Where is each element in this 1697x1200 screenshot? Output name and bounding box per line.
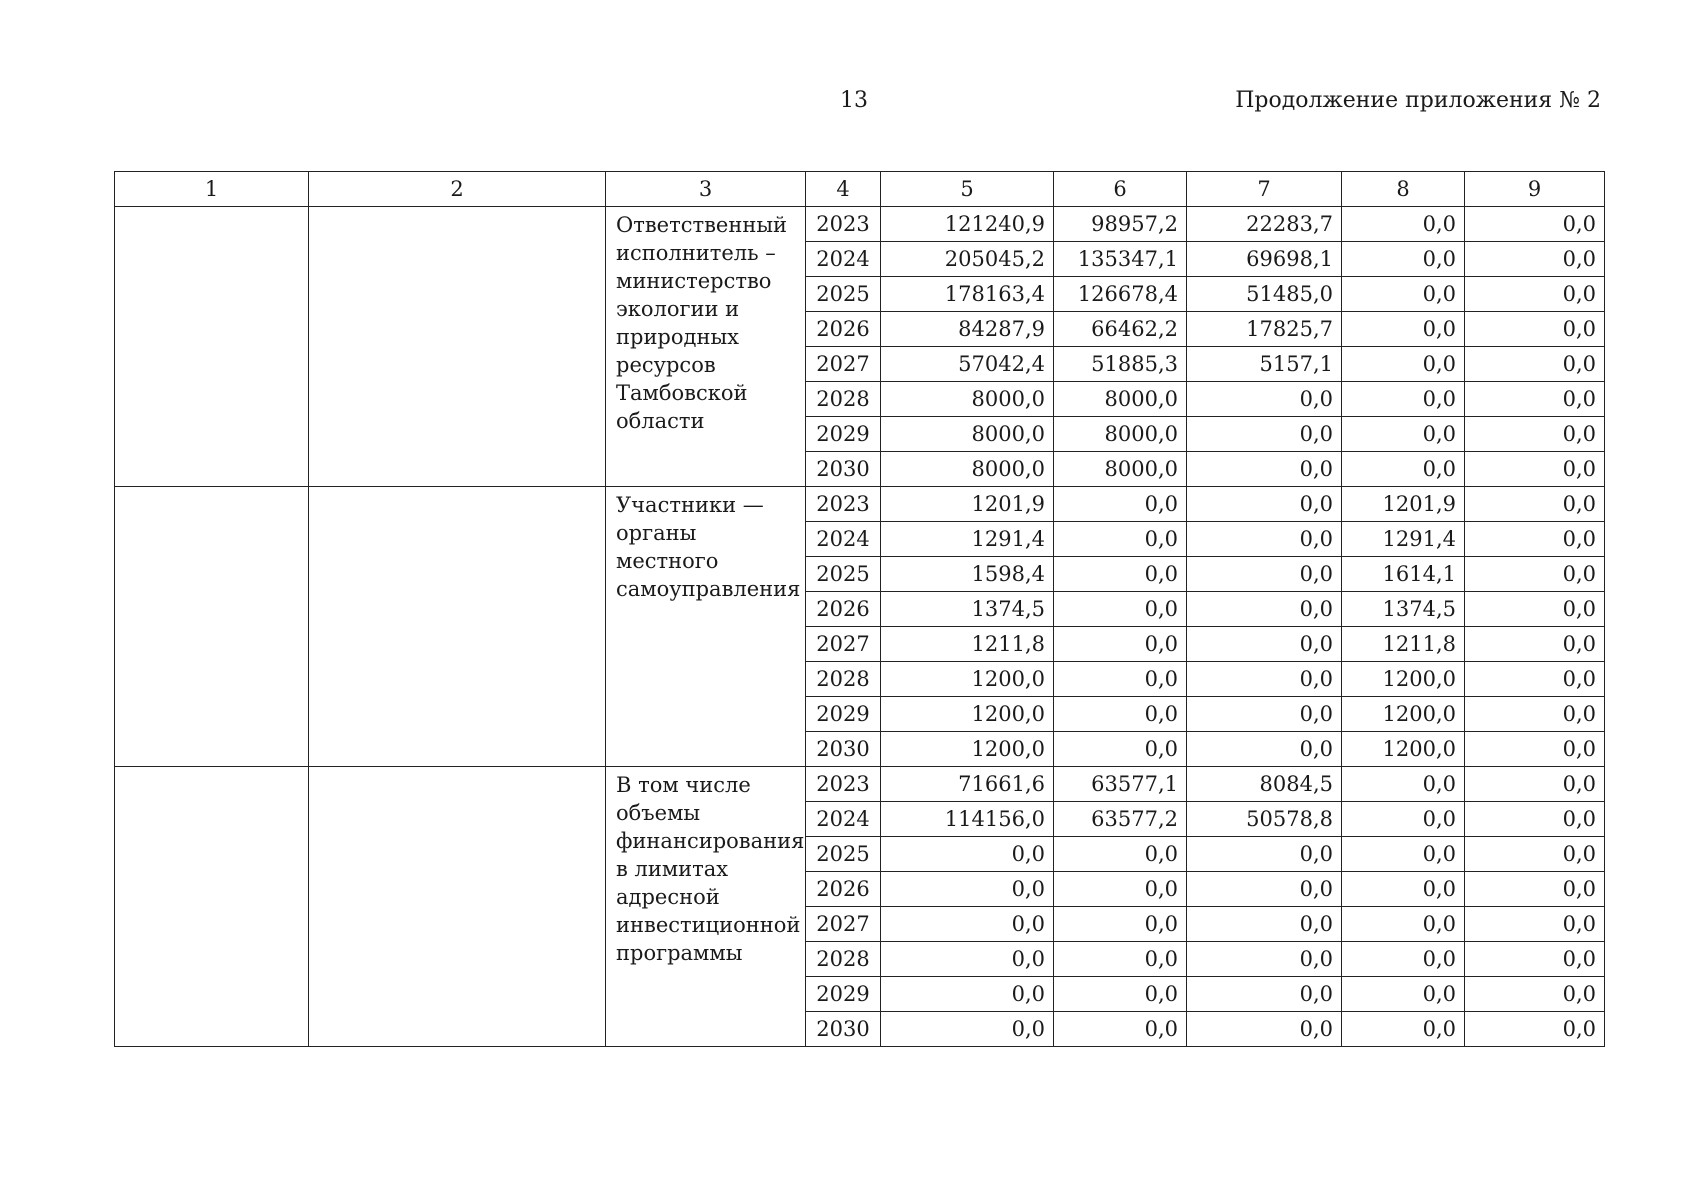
- value-cell: 1201,9: [1342, 487, 1465, 522]
- value-cell: 0,0: [1054, 522, 1187, 557]
- value-cell: 66462,2: [1054, 312, 1187, 347]
- value-cell: 0,0: [1054, 977, 1187, 1012]
- year-cell: 2025: [806, 277, 881, 312]
- blank-cell: [115, 487, 309, 767]
- column-header: 1: [115, 172, 309, 207]
- value-cell: 63577,2: [1054, 802, 1187, 837]
- year-cell: 2028: [806, 942, 881, 977]
- value-cell: 0,0: [1342, 767, 1465, 802]
- value-cell: 69698,1: [1187, 242, 1342, 277]
- value-cell: 114156,0: [881, 802, 1054, 837]
- year-cell: 2023: [806, 207, 881, 242]
- value-cell: 0,0: [881, 977, 1054, 1012]
- value-cell: 0,0: [1465, 207, 1605, 242]
- group-label: В том числе объемы финансирования в лимитах адресной инвестиционной программы: [606, 767, 806, 1047]
- value-cell: 0,0: [1465, 277, 1605, 312]
- value-cell: 1200,0: [881, 662, 1054, 697]
- year-cell: 2029: [806, 697, 881, 732]
- value-cell: 0,0: [1465, 907, 1605, 942]
- value-cell: 0,0: [1187, 627, 1342, 662]
- value-cell: 0,0: [1465, 627, 1605, 662]
- value-cell: 8000,0: [881, 452, 1054, 487]
- year-cell: 2030: [806, 452, 881, 487]
- value-cell: 1201,9: [881, 487, 1054, 522]
- value-cell: 0,0: [1187, 872, 1342, 907]
- value-cell: 0,0: [1342, 207, 1465, 242]
- value-cell: 0,0: [881, 872, 1054, 907]
- value-cell: 51885,3: [1054, 347, 1187, 382]
- column-header: 6: [1054, 172, 1187, 207]
- blank-cell: [309, 767, 606, 1047]
- budget-table: [114, 171, 1605, 1047]
- value-cell: 0,0: [1465, 662, 1605, 697]
- value-cell: 0,0: [1342, 417, 1465, 452]
- value-cell: 22283,7: [1187, 207, 1342, 242]
- year-cell: 2030: [806, 1012, 881, 1047]
- value-cell: 0,0: [1342, 452, 1465, 487]
- value-cell: 1200,0: [1342, 662, 1465, 697]
- year-cell: 2027: [806, 627, 881, 662]
- value-cell: 0,0: [1054, 557, 1187, 592]
- column-header: 4: [806, 172, 881, 207]
- blank-cell: [309, 207, 606, 487]
- value-cell: 0,0: [1465, 592, 1605, 627]
- value-cell: 178163,4: [881, 277, 1054, 312]
- value-cell: 0,0: [1054, 662, 1187, 697]
- appendix-note: Продолжение приложения № 2: [1235, 88, 1601, 113]
- value-cell: 0,0: [1465, 522, 1605, 557]
- value-cell: 8000,0: [1054, 382, 1187, 417]
- value-cell: 0,0: [1342, 872, 1465, 907]
- value-cell: 0,0: [1465, 697, 1605, 732]
- value-cell: 0,0: [1054, 1012, 1187, 1047]
- column-header: 2: [309, 172, 606, 207]
- value-cell: 0,0: [1187, 452, 1342, 487]
- value-cell: 0,0: [1187, 522, 1342, 557]
- value-cell: 17825,7: [1187, 312, 1342, 347]
- value-cell: 0,0: [1465, 872, 1605, 907]
- value-cell: 0,0: [1465, 347, 1605, 382]
- year-cell: 2026: [806, 592, 881, 627]
- value-cell: 0,0: [1054, 837, 1187, 872]
- year-cell: 2027: [806, 347, 881, 382]
- value-cell: 0,0: [1465, 312, 1605, 347]
- value-cell: 0,0: [881, 942, 1054, 977]
- group-label: Ответственный исполнитель – министерство экологии и природных ресурсов Тамбовской области: [606, 207, 806, 487]
- value-cell: 0,0: [1342, 347, 1465, 382]
- value-cell: 0,0: [881, 907, 1054, 942]
- table-body: [115, 207, 1605, 1047]
- value-cell: 0,0: [1465, 942, 1605, 977]
- value-cell: 0,0: [1187, 837, 1342, 872]
- year-cell: 2030: [806, 732, 881, 767]
- value-cell: 98957,2: [1054, 207, 1187, 242]
- value-cell: 8000,0: [881, 382, 1054, 417]
- value-cell: 0,0: [1187, 697, 1342, 732]
- column-number-row: [115, 172, 1605, 207]
- value-cell: 1374,5: [1342, 592, 1465, 627]
- value-cell: 135347,1: [1054, 242, 1187, 277]
- value-cell: 0,0: [1187, 557, 1342, 592]
- value-cell: 0,0: [1465, 417, 1605, 452]
- year-cell: 2024: [806, 242, 881, 277]
- value-cell: 0,0: [1465, 382, 1605, 417]
- blank-cell: [115, 767, 309, 1047]
- value-cell: 121240,9: [881, 207, 1054, 242]
- value-cell: 0,0: [1187, 417, 1342, 452]
- value-cell: 0,0: [1187, 592, 1342, 627]
- year-cell: 2025: [806, 837, 881, 872]
- value-cell: 0,0: [1465, 767, 1605, 802]
- value-cell: 0,0: [1187, 487, 1342, 522]
- value-cell: 0,0: [1465, 977, 1605, 1012]
- value-cell: 0,0: [1054, 907, 1187, 942]
- value-cell: 0,0: [1054, 872, 1187, 907]
- value-cell: 0,0: [1342, 1012, 1465, 1047]
- table-row: [115, 767, 1605, 802]
- blank-cell: [309, 487, 606, 767]
- value-cell: 0,0: [1187, 1012, 1342, 1047]
- value-cell: 63577,1: [1054, 767, 1187, 802]
- column-header: 3: [606, 172, 806, 207]
- value-cell: 0,0: [881, 1012, 1054, 1047]
- value-cell: 8000,0: [1054, 452, 1187, 487]
- value-cell: 1374,5: [881, 592, 1054, 627]
- column-header: 9: [1465, 172, 1605, 207]
- value-cell: 0,0: [1054, 697, 1187, 732]
- value-cell: 0,0: [1187, 732, 1342, 767]
- value-cell: 0,0: [1342, 837, 1465, 872]
- value-cell: 1291,4: [881, 522, 1054, 557]
- value-cell: 0,0: [1187, 382, 1342, 417]
- value-cell: 1614,1: [1342, 557, 1465, 592]
- value-cell: 57042,4: [881, 347, 1054, 382]
- value-cell: 0,0: [1054, 627, 1187, 662]
- year-cell: 2024: [806, 802, 881, 837]
- group-label: Участники — органы местного самоуправления: [606, 487, 806, 767]
- value-cell: 0,0: [1054, 487, 1187, 522]
- value-cell: 0,0: [1342, 242, 1465, 277]
- value-cell: 0,0: [1342, 942, 1465, 977]
- value-cell: 0,0: [1342, 802, 1465, 837]
- value-cell: 1200,0: [881, 732, 1054, 767]
- value-cell: 1291,4: [1342, 522, 1465, 557]
- value-cell: 0,0: [1465, 242, 1605, 277]
- value-cell: 0,0: [1465, 557, 1605, 592]
- value-cell: 0,0: [1342, 382, 1465, 417]
- value-cell: 126678,4: [1054, 277, 1187, 312]
- blank-cell: [115, 207, 309, 487]
- year-cell: 2025: [806, 557, 881, 592]
- table-row: [115, 487, 1605, 522]
- value-cell: 50578,8: [1187, 802, 1342, 837]
- value-cell: 8084,5: [1187, 767, 1342, 802]
- value-cell: 0,0: [1342, 907, 1465, 942]
- value-cell: 0,0: [1187, 942, 1342, 977]
- column-header: 5: [881, 172, 1054, 207]
- year-cell: 2026: [806, 872, 881, 907]
- year-cell: 2027: [806, 907, 881, 942]
- year-cell: 2028: [806, 382, 881, 417]
- year-cell: 2028: [806, 662, 881, 697]
- table-row: [115, 207, 1605, 242]
- value-cell: 1211,8: [1342, 627, 1465, 662]
- value-cell: 51485,0: [1187, 277, 1342, 312]
- year-cell: 2023: [806, 487, 881, 522]
- column-header: 7: [1187, 172, 1342, 207]
- year-cell: 2024: [806, 522, 881, 557]
- value-cell: 8000,0: [881, 417, 1054, 452]
- value-cell: 71661,6: [881, 767, 1054, 802]
- value-cell: 0,0: [1054, 592, 1187, 627]
- year-cell: 2029: [806, 977, 881, 1012]
- value-cell: 0,0: [1342, 977, 1465, 1012]
- year-cell: 2026: [806, 312, 881, 347]
- value-cell: 0,0: [1465, 487, 1605, 522]
- value-cell: 1200,0: [1342, 732, 1465, 767]
- year-cell: 2023: [806, 767, 881, 802]
- value-cell: 1200,0: [881, 697, 1054, 732]
- value-cell: 0,0: [1465, 802, 1605, 837]
- value-cell: 0,0: [1187, 662, 1342, 697]
- value-cell: 0,0: [1342, 312, 1465, 347]
- value-cell: 0,0: [1465, 1012, 1605, 1047]
- value-cell: 0,0: [1054, 732, 1187, 767]
- value-cell: 0,0: [1342, 277, 1465, 312]
- value-cell: 0,0: [1465, 837, 1605, 872]
- value-cell: 1200,0: [1342, 697, 1465, 732]
- value-cell: 8000,0: [1054, 417, 1187, 452]
- column-header: 8: [1342, 172, 1465, 207]
- value-cell: 0,0: [1187, 907, 1342, 942]
- value-cell: 0,0: [881, 837, 1054, 872]
- value-cell: 1598,4: [881, 557, 1054, 592]
- value-cell: 1211,8: [881, 627, 1054, 662]
- value-cell: 0,0: [1054, 942, 1187, 977]
- value-cell: 0,0: [1465, 452, 1605, 487]
- page-number: 13: [840, 88, 868, 113]
- value-cell: 84287,9: [881, 312, 1054, 347]
- value-cell: 0,0: [1465, 732, 1605, 767]
- value-cell: 0,0: [1187, 977, 1342, 1012]
- year-cell: 2029: [806, 417, 881, 452]
- value-cell: 205045,2: [881, 242, 1054, 277]
- value-cell: 5157,1: [1187, 347, 1342, 382]
